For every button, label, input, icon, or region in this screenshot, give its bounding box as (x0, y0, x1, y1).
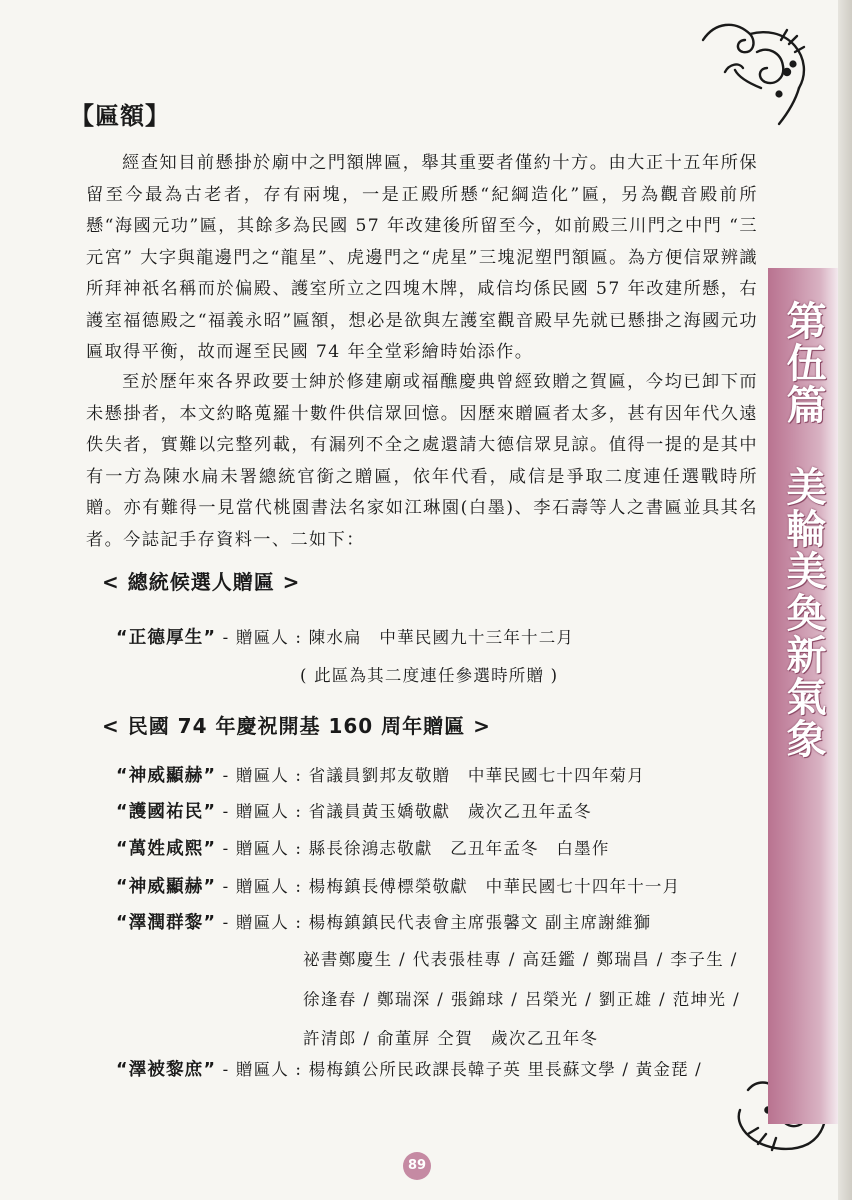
chapter-number: 第伍篇 (780, 300, 827, 426)
plaque-donor: - 贈匾人 : 陳水扁 中華民國九十三年十二月 (222, 628, 575, 647)
donor-continuation-line: 徐逢春 / 鄭瑞深 / 張錦球 / 呂榮光 / 劉正雄 / 范坤光 / (303, 990, 741, 1009)
plaque-entry (116, 762, 645, 787)
top-ornament-icon (695, 12, 815, 132)
donor-continuation-line: 許清郎 / 俞董屏 仝賀 歲次乙丑年冬 (303, 1029, 599, 1048)
section-title: 【匾額】 (70, 101, 170, 130)
plaque-donor: - 贈匾人 : 楊梅鎮長傅標榮敬獻 中華民國七十四年十一月 (222, 877, 681, 896)
plaque-donor: - 贈匾人 : 省議員黃玉嬌敬獻 歲次乙丑年孟冬 (222, 802, 592, 821)
chapter-name: 美輪美奐新氣象 (780, 466, 827, 760)
plaque-entry (116, 909, 651, 934)
plaque-note: ( 此區為其二度連任參選時所贈 ) (300, 666, 559, 685)
plaque-entry (116, 835, 610, 860)
plaque-entry (116, 1056, 702, 1081)
donor-continuation-line: 祕書鄭慶生 / 代表張桂專 / 高廷鑑 / 鄭瑞昌 / 李子生 / (303, 950, 738, 969)
paragraph-1: 經查知目前懸掛於廟中之門額牌匾，舉其重要者僅約十方。由大正十五年所保留至今最為古老者，存有兩塊，一是正殿所懸“紀綱造化”匾，另為觀音殿前所懸“海國元功”匾，其餘多為民國 57 年改建後所留至今，如前殿三川門之中門 “三元宮” 大字與龍邊門之“龍星”、虎邊門之“虎星”三塊泥塑門額匾。為方便信眾辨識所拜神祇名稱而於偏殿、護室所立之四塊木牌，咸信均係民國 57 年改建所懸，右護室福德殿之“福義永昭”匾額，想必是欲與左護室觀音殿早先就已懸掛之海國元功匾取得平衡，故而遲至民國 74 年全堂彩繪時始添作。 (86, 153, 758, 362)
plaque-entry (116, 624, 574, 649)
plaque-entry (116, 798, 592, 823)
group-heading-anniversary: < 民國 74 年慶祝開基 160 周年贈匾 > (102, 714, 491, 738)
plaque-donor: - 贈匾人 : 省議員劉邦友敬贈 中華民國七十四年菊月 (222, 766, 645, 785)
plaque-name: “護國祐民” (116, 802, 217, 822)
plaque-name: “神威顯赫” (116, 766, 217, 786)
group-heading-candidate: < 總統候選人贈匾 > (102, 570, 301, 594)
plaque-donor: - 贈匾人 : 楊梅鎮鎮民代表會主席張馨文 副主席謝維獅 (222, 913, 652, 932)
plaque-donor: - 贈匾人 : 縣長徐鴻志敬獻 乙丑年孟冬 白墨作 (222, 839, 610, 858)
paragraph-2: 至於歷年來各界政要士紳於修建廟或福醮慶典曾經致贈之賀匾，今均已卸下而未懸掛者，本文約略蒐羅十數件供信眾回憶。因歷來贈匾者太多，甚有因年代久遠佚失者，實難以完整列載，有漏列不全之處還請大德信眾見諒。值得一提的是其中有一方為陳水扁未署總統官銜之贈匾，依年代看，咸信是爭取二度連任選戰時所贈。亦有難得一見當代桃園書法名家如江琳園(白墨)、李石壽等人之書匾並具其名者。今誌記手存資料一、二如下： (86, 372, 758, 550)
plaque-name: “神威顯赫” (116, 877, 217, 897)
plaque-name: “正德厚生” (116, 628, 217, 648)
page-edge-shadow (838, 0, 852, 1200)
plaque-name: “澤被黎庶” (116, 1060, 217, 1080)
plaque-name: “澤潤群黎” (116, 913, 217, 933)
page-number: 89 (403, 1152, 431, 1180)
plaque-name: “萬姓咸熙” (116, 839, 217, 859)
chapter-side-title (781, 300, 827, 760)
plaque-entry (116, 873, 680, 898)
plaque-donor: - 贈匾人 : 楊梅鎮公所民政課長韓子英 里長蘇文學 / 黃金琵 / (222, 1060, 702, 1079)
